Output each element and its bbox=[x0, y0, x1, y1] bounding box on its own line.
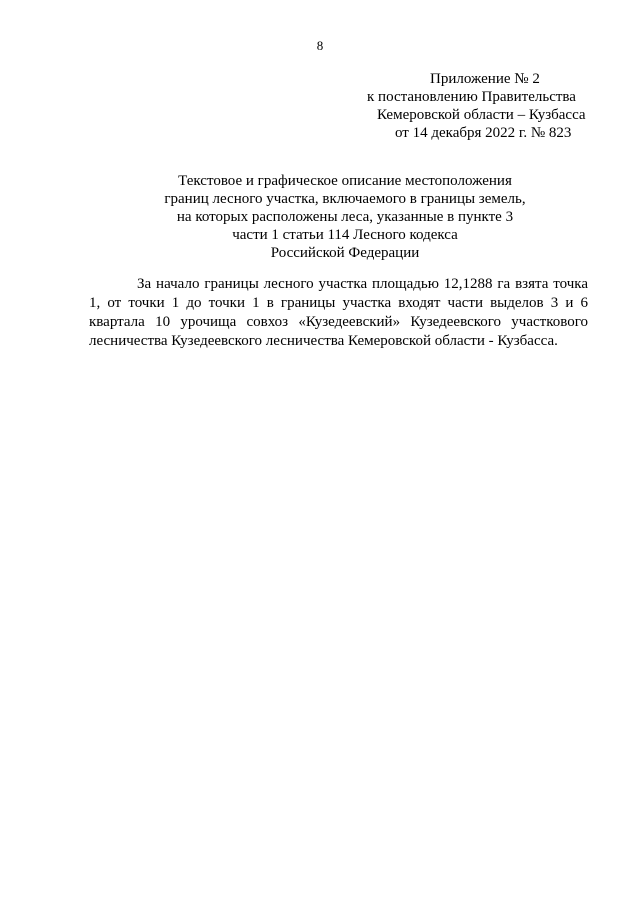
appendix-decree: к постановлению Правительства bbox=[367, 89, 576, 105]
appendix-region: Кемеровской области – Кузбасса bbox=[377, 107, 586, 123]
title-line-5: Российской Федерации bbox=[270, 245, 420, 261]
title-line-3: на которых расположены леса, указанные в пункте 3 bbox=[176, 209, 514, 225]
page-number: 8 bbox=[316, 38, 324, 53]
title-line-4: части 1 статьи 114 Лесного кодекса bbox=[232, 227, 458, 243]
title-line-2: границ лесного участка, включаемого в границы земель, bbox=[164, 191, 526, 207]
body-text bbox=[89, 275, 588, 351]
body-paragraph: За начало границы лесного участка площадью 12,1288 га взята точка 1, от точки 1 до точки 1 в границы участка входят части выделов 3 и 6 квартала 10 урочища совхоз «Кузедеевский» Кузедеевского участкового лесничества Кузедеевского лесничества Кемеровской области - Кузбасса. bbox=[89, 276, 588, 349]
appendix-header bbox=[330, 70, 640, 142]
document-title bbox=[40, 172, 640, 262]
title-line-1: Текстовое и графическое описание местоположения bbox=[178, 173, 512, 189]
appendix-number: Приложение № 2 bbox=[430, 71, 540, 87]
appendix-date: от 14 декабря 2022 г. № 823 bbox=[395, 125, 572, 141]
